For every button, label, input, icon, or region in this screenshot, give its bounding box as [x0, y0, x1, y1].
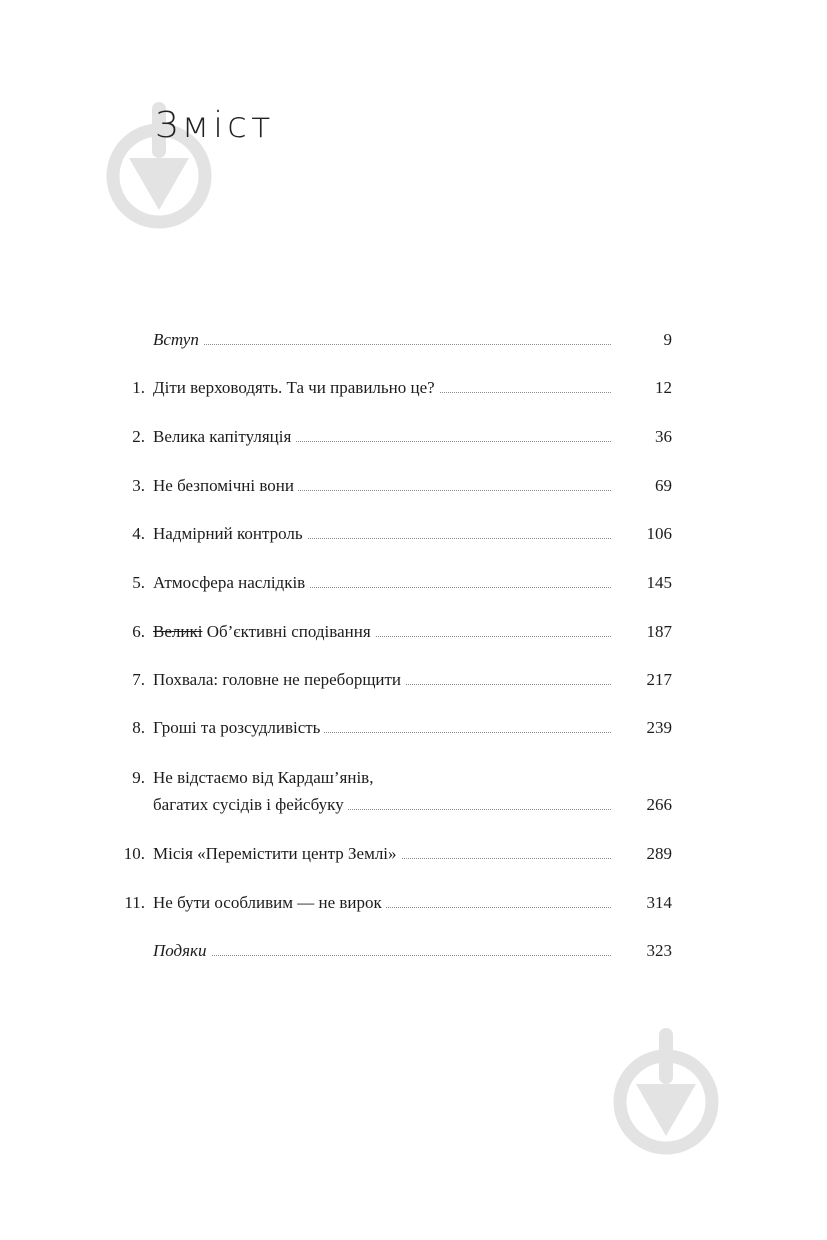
toc-entry-title: Велика капітуляція: [153, 424, 295, 450]
toc-entry-title: Місія «Перемістити центр Землі»: [153, 841, 401, 867]
toc-entry-title: Діти верховодять. Та чи правильно це?: [153, 375, 439, 401]
toc-entry[interactable]: [0, 619, 827, 645]
toc-page-number: 314: [646, 893, 672, 912]
toc-entry-title: Похвала: головне не переборщити: [153, 667, 405, 693]
chapter-number: 11.: [124, 893, 145, 912]
page-title: Зміст: [155, 105, 275, 146]
toc-page-number: 187: [646, 622, 672, 641]
toc-page-number: 106: [646, 524, 672, 543]
toc-page-number: 36: [655, 427, 672, 446]
dot-leader: [153, 955, 611, 956]
toc-entry-title: Не безпомічні вони: [153, 473, 298, 499]
toc-entry[interactable]: [0, 765, 827, 817]
chapter-number: 8.: [132, 718, 145, 737]
chapter-number: 7.: [132, 670, 145, 689]
toc-page-number: 217: [646, 670, 672, 689]
toc-entry-title: Надмірний контроль: [153, 521, 307, 547]
toc-entry-title: Не відстаємо від Кардаш’янів,: [153, 765, 377, 791]
chapter-number: 5.: [132, 573, 145, 592]
toc-page-number: 12: [655, 378, 672, 397]
toc-entry[interactable]: [0, 715, 827, 741]
chapter-number: 2.: [132, 427, 145, 446]
toc-entry[interactable]: [0, 890, 827, 916]
toc-entry-title-line2: багатих сусідів і фейсбуку: [153, 792, 348, 818]
toc-entry[interactable]: [0, 424, 827, 450]
toc-page-number: 9: [663, 330, 672, 349]
toc-entry-title: Не бути особливим — не вирок: [153, 890, 386, 916]
toc-entry[interactable]: [0, 841, 827, 867]
toc-entry-acknowledgements[interactable]: [0, 938, 827, 964]
chapter-number: 9.: [132, 768, 145, 787]
toc-entry-title: Гроші та розсудливість: [153, 715, 324, 741]
toc-entry-intro[interactable]: [0, 327, 827, 353]
chapter-number: 10.: [123, 844, 145, 863]
toc-entry-title: Вступ: [153, 327, 203, 353]
dot-leader: [153, 344, 611, 345]
toc-page-number: 145: [646, 573, 672, 592]
toc-page-number: 69: [655, 476, 672, 495]
toc-entry[interactable]: [0, 375, 827, 401]
toc-entry[interactable]: [0, 521, 827, 547]
chapter-number: 4.: [132, 524, 145, 543]
chapter-number: 3.: [132, 476, 145, 495]
chapter-number: 1.: [132, 378, 145, 397]
chapter-number: 6.: [132, 622, 145, 641]
toc-page-number: 323: [646, 941, 672, 960]
toc-entry[interactable]: [0, 473, 827, 499]
toc-entry-title: Об’єктивні сподівання: [206, 622, 371, 641]
toc-entry[interactable]: [0, 570, 827, 596]
struck-word: Великі: [153, 622, 203, 641]
toc-page-number: 266: [646, 795, 672, 814]
download-arrow-icon: [610, 1024, 722, 1158]
toc-page-number: 289: [646, 844, 672, 863]
toc-entry[interactable]: [0, 667, 827, 693]
toc-page-number: 239: [646, 718, 672, 737]
toc-entry-title-wrap: [153, 619, 375, 645]
toc-entry-title: Атмосфера наслідків: [153, 570, 309, 596]
toc-entry-title: Подяки: [153, 938, 211, 964]
